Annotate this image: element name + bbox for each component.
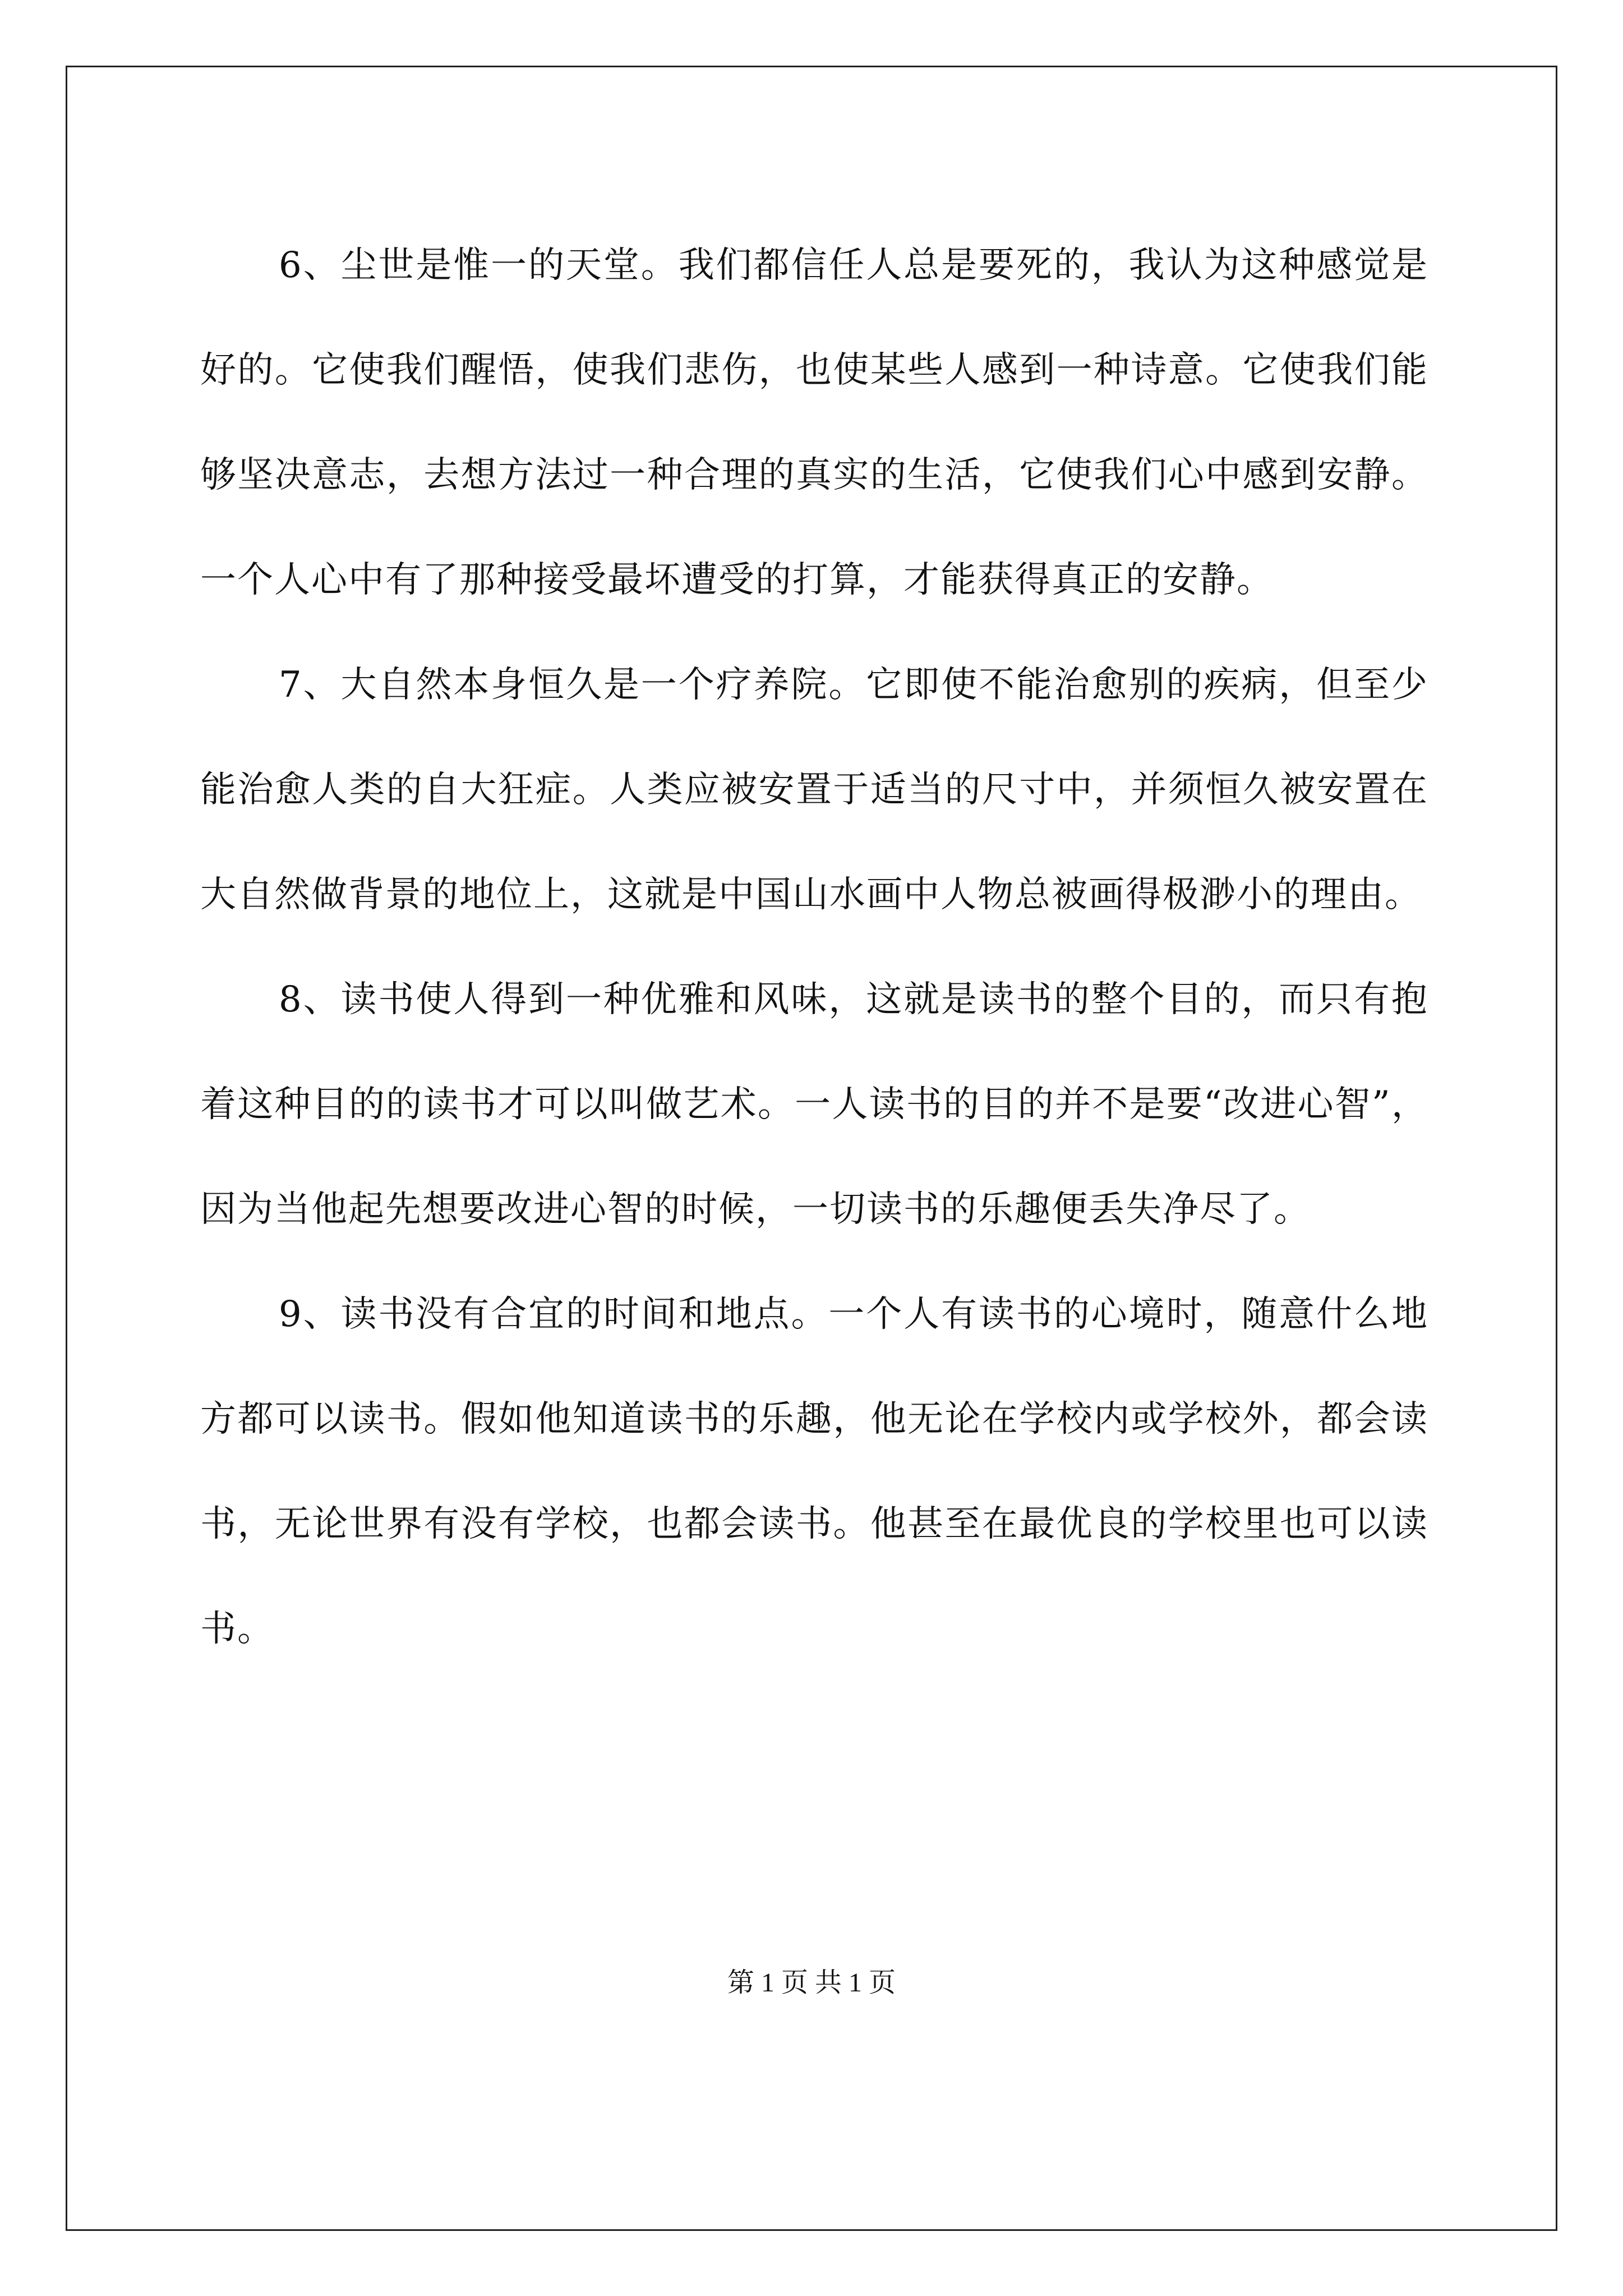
paragraph-6: 6、尘世是惟一的天堂。我们都信任人总是要死的，我认为这种感觉是好的。它使我们醒悟，使我们悲伤，也使某些人感到一种诗意。它使我们能够坚决意志，去想方法过一种合理的真实的生活，它使我们心中感到安静。一个人心中有了那种接受最坏遭受的打算，才能获得真正的安静。 (200, 245, 1428, 601)
paragraph-9: 9、读书没有合宜的时间和地点。一个人有读书的心境时，随意什么地方都可以读书。假如他知道读书的乐趣，他无论在学校内或学校外，都会读书，无论世界有没有学校，也都会读书。他甚至在最优良的学校里也可以读书。 (200, 1294, 1428, 1650)
paragraph-7: 7、大自然本身恒久是一个疗养院。它即使不能治愈别的疾病，但至少能治愈人类的自大狂症。人类应被安置于适当的尺寸中，并须恒久被安置在大自然做背景的地位上，这就是中国山水画中人物总被画得极渺小的理由。 (200, 664, 1428, 915)
document-body (200, 213, 1428, 1682)
paragraph-8: 8、读书使人得到一种优雅和风味，这就是读书的整个目的，而只有抱着这种目的的读书才可以叫做艺术。一人读书的目的并不是要“改进心智”，因为当他起先想要改进心智的时候，一切读书的乐趣便丢失净尽了。 (200, 979, 1428, 1230)
page-number-footer: 第 1 页 共 1 页 (727, 1968, 896, 1998)
